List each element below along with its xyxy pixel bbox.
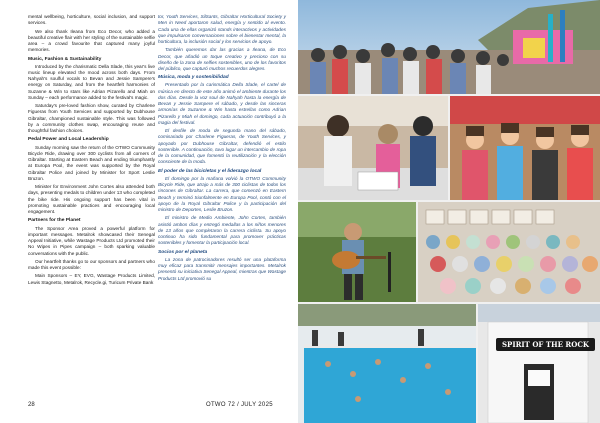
spanish-paragraph: El domingo por la mañana volvió la OTWO Community Bicycle Ride, que atrajo a más de 300 ciclistas de todos los rincones de Gibraltar. La carrera, que comenzó en Eastern Beach y terminó triunfalmente en Europa Pool, contó con el apoyo de la Royal Gibraltar Police y la participación del ministro de Deportes, Leslie Bruzon. [158, 175, 286, 213]
spanish-paragraph: La zona de patrocinadores resultó ser una plataforma muy eficaz para transmitir mensajes importantes. Metalrok presentó su iniciativa Senegal Appeal, mientras que Wastage Products Ltd promovió su [158, 256, 286, 281]
article-column-spanish [158, 14, 286, 284]
upcycled-crafts-photo [418, 202, 600, 302]
english-paragraph: mental wellbeing, horticulture, social inclusion, and support services. [28, 14, 155, 26]
magazine-issue-label: OTWO 72 / JULY 2025 [206, 402, 273, 408]
english-section-heading: Pedal Power and Local Leadership [28, 137, 109, 143]
english-paragraph: Saturday's pre-loved fashion show, curated by Charlene Figueras from Youth Services and supported by Dubhouse Gibraltar, championed sustainable style. This was followed by a community clothes swap, encouraging reuse and thoughtful fashion choices. [28, 103, 155, 134]
spanish-paragraph: El desfile de moda de segunda mano del sábado, comisariado por Charlene Figueras, de Youth Services, y apoyado por Dubhouse Gibraltar, defendió el estilo sostenible. A continuación, tuvo lugar un intercambio de ropa de la comunidad, que fomentó la reutilización y la elección consciente de la moda. [158, 128, 286, 165]
visitors-at-stand-photo [298, 96, 448, 200]
spanish-paragraph: tor, Youth Services, SilSants, Gibraltar Horticultural Society y Men in Need aportaron salud, energía y sentido al evento. Cada una de ellas organizó stands interactivos y actividades que impulsaron conversaciones sobre el bienestar mental, la horticultura, la inclusión social y los servicios de apoyo. [158, 14, 286, 44]
spanish-paragraph: También queremos dar las gracias a Ileana, de Eco Decor, que añadió un toque creativo y precioso con su diseño de la zona de selfies sostenibles, uno de los favoritos del público, que capturó muchos recuerdos alegres. [158, 47, 286, 71]
swimming-pool-photo [298, 304, 476, 423]
spanish-paragraph: El ministro de Medio Ambiente, John Cortes, también asistió ambos días y entregó medallas a los niños menores de 13 años que completaron la carrera ciclista. Su apoyo continuo ha sido fundamental para promover prácticas sostenibles y fomentar la participación local. [158, 215, 286, 246]
spanish-section-heading: Socios por el planeta [158, 249, 208, 255]
english-paragraph: We also thank Ileana from Eco Decor, who added a beautiful creative flair with her styling of the sustainable selfie area – a crowd favourite that captured many joyful memories. [28, 28, 155, 53]
english-section-heading: Music, Fashion & Sustainability [28, 56, 102, 62]
photo-collage [298, 0, 600, 423]
spirit-of-the-rock-sign: SPIRIT OF THE ROCK [496, 338, 595, 351]
english-paragraph: Main Sponsors – EY, EVG, Wastage Products Limited, Lewis Stagnetto, Metalrok, Recycle.gi, Turicum Private Bank [28, 273, 155, 285]
children-at-stall-photo [450, 96, 600, 200]
english-paragraph: The Sponsor Area proved a powerful platform for important messages. Metalrok showcased their Senegal Appeal Initiative, while Wastage Products Ltd promoted their No Wipes in Pipes campaign – both sparking valuable conversations with the public. [28, 225, 155, 256]
english-paragraph: Introduced by the charismatic Della Slade, this year's live music lineup elevated the mood across both days. From Nahyah's soulful vocals to Bevan and Jessie Sampere's energy on Saturday, and from the heartfelt harmonies of Suzanne & Win to stars like Adrian Pizarello and Miah on Sunday – each performance added to the festival's magic. [28, 63, 155, 100]
page-number: 28 [28, 402, 35, 408]
spanish-section-heading: El poder de las bicicletas y el liderazgo local [158, 168, 262, 174]
english-paragraph: Sunday morning saw the return of the OTWO Community Bicycle Ride, drawing over 300 cyclists from all corners of Gibraltar. Starting at Eastern Beach and ending triumphantly at Europa Pool, the event was supported by the Royal Gibraltar Police and joined by Minister for Sport Leslie Bruzon. [28, 144, 155, 181]
english-paragraph: Minister for Environment John Cortes also attended both days, presenting medals to children under 13 who completed the bike ride. His ongoing support has been vital in promoting sustainable practices and encouraging local engagement. [28, 184, 155, 215]
article-column-english [28, 14, 155, 288]
musician-performing-photo [298, 202, 416, 302]
festival-crowd-photo [298, 0, 600, 94]
spanish-paragraph: Presentado por la carismática Della Slade, el cartel de música en directo de este año animó el ambiente durante los dos días. Desde la voz soul de Nahyah hasta la energía de Bevan y Jessie Sampere el sábado, y desde las sinceras armonías de Suzanne & Win hasta estrellas como Adrian Pizarello y Miah el domingo, cada actuación contribuyó a la magia del festival. [158, 82, 286, 125]
english-section-heading: Partners for the Planet [28, 218, 81, 224]
spanish-section-heading: Música, moda y sostenibilidad [158, 75, 229, 81]
english-paragraph: Our heartfelt thanks go to our sponsors and partners who made this event possible: [28, 258, 155, 271]
spirit-of-the-rock-stand-photo [478, 304, 600, 423]
